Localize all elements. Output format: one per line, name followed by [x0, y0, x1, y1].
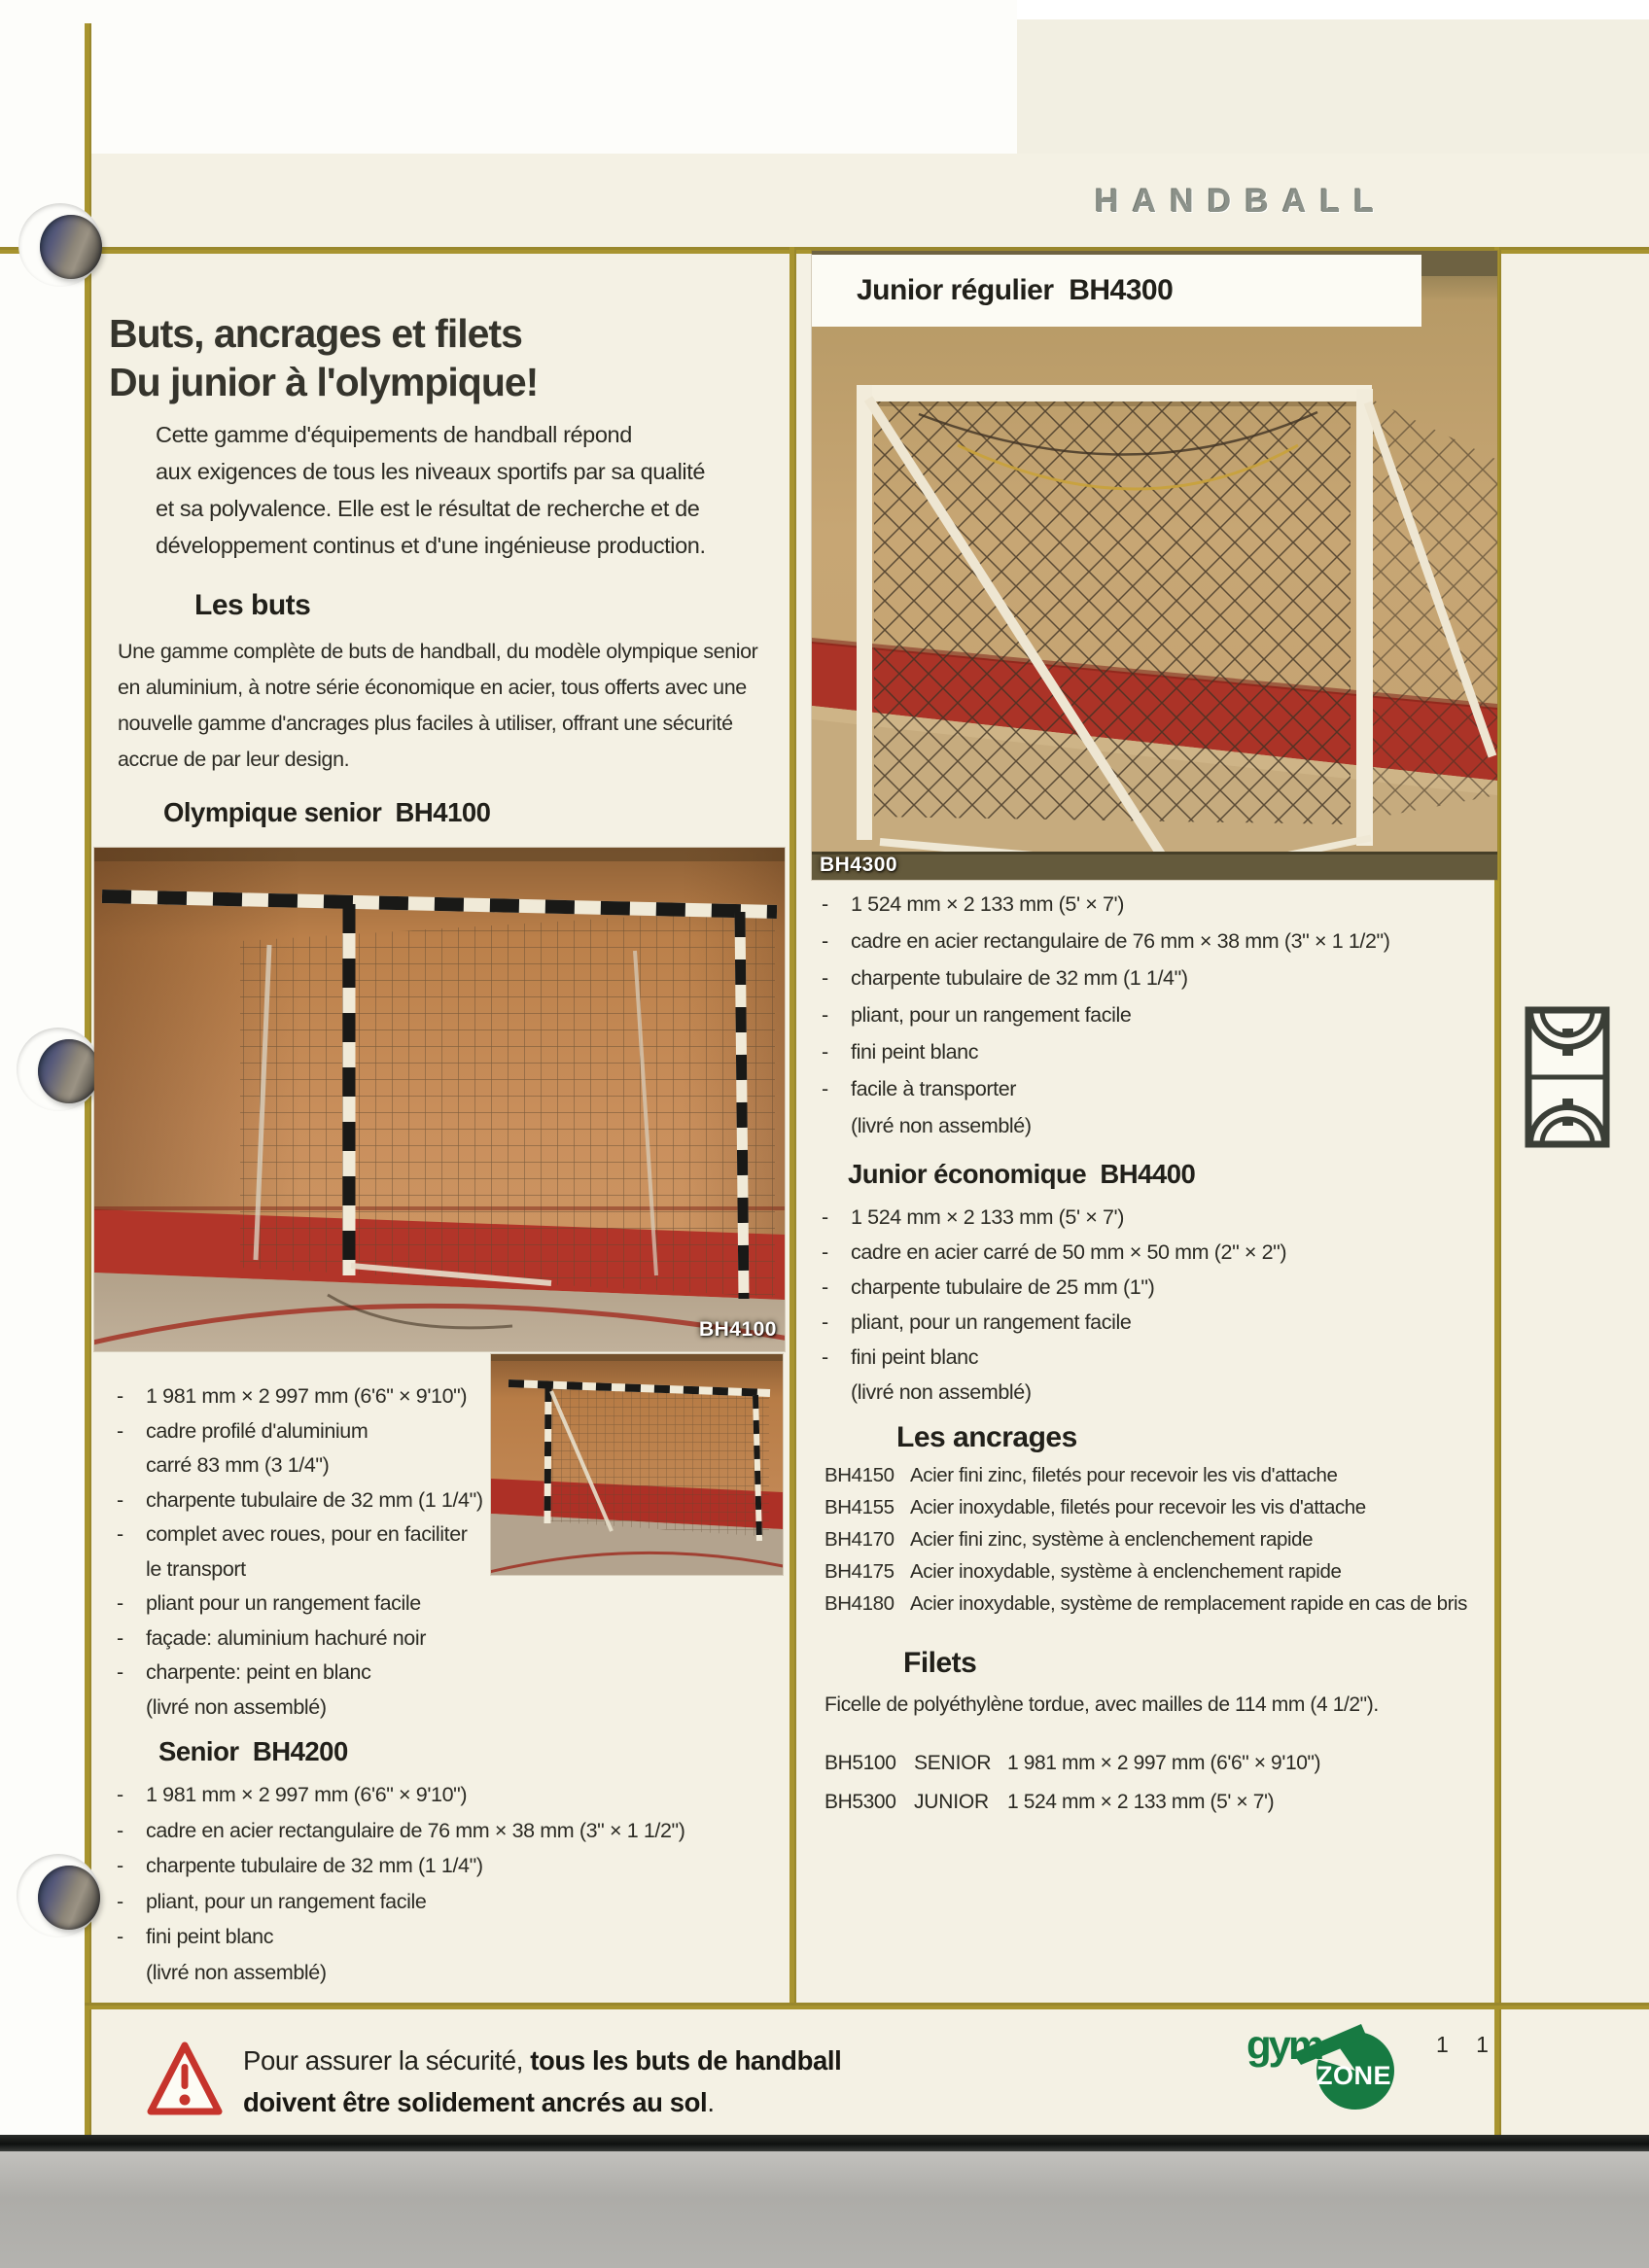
- spec-dash: -: [117, 1384, 123, 1408]
- ancrage-code: BH4175: [824, 1560, 895, 1583]
- spec-dash: -: [117, 1925, 123, 1948]
- spec-dash: [822, 1380, 851, 1415]
- spec-row: [822, 1240, 1286, 1275]
- ancrages-list: [824, 1464, 1467, 1624]
- spec-row: [822, 1077, 1390, 1114]
- spec-text: complet avec roues, pour en faciliter: [146, 1522, 468, 1546]
- spec-row: [117, 1925, 685, 1961]
- gymzone-logo-art: [1246, 2022, 1394, 2111]
- spec-text: pliant pour un rangement facile: [146, 1591, 421, 1615]
- spec-row: [117, 1819, 685, 1855]
- section-title-line2: Du junior à l'olympique!: [109, 360, 539, 405]
- spec-dash: [117, 1695, 146, 1730]
- ancrage-row: [824, 1496, 1467, 1528]
- ancrages-heading: Les ancrages: [896, 1421, 1077, 1453]
- page-edge-shadow: [0, 2135, 1649, 2151]
- safety-warning-line2: [243, 2081, 841, 2123]
- page-background-topright: [1011, 19, 1649, 156]
- spec-text: 1 981 mm × 2 997 mm (6'6" × 9'10"): [146, 1384, 468, 1408]
- handball-court-icon-art: [1523, 1004, 1612, 1150]
- spec-text: charpente tubulaire de 25 mm (1"): [851, 1275, 1155, 1299]
- ancrage-description: Acier inoxydable, système de remplacement rapide en cas de bris: [910, 1592, 1468, 1615]
- spec-row: [822, 1275, 1286, 1310]
- intro-line: développement continus et d'une ingénieuse production.: [156, 533, 706, 558]
- spec-dash: [117, 1961, 146, 1997]
- spec-dash: -: [822, 1077, 828, 1100]
- filets-heading: Filets: [903, 1647, 977, 1679]
- spec-dash: -: [822, 1345, 828, 1369]
- spec-text: cadre en acier carré de 50 mm × 50 mm (2" × 2"): [851, 1240, 1287, 1264]
- ancrage-description: Acier fini zinc, filetés pour recevoir les vis d'attache: [910, 1464, 1338, 1486]
- spec-dash: -: [822, 966, 828, 990]
- ancrage-description: Acier inoxydable, filetés pour recevoir les vis d'attache: [910, 1496, 1366, 1518]
- bh4100-heading: Olympique senior BH4100: [163, 797, 491, 827]
- spec-text: cadre en acier rectangulaire de 76 mm × 38 mm (3" × 1 1/2"): [851, 929, 1390, 953]
- spec-row: [822, 1345, 1286, 1380]
- spec-text: charpente tubulaire de 32 mm (1 1/4"): [851, 966, 1188, 990]
- gold-rule-column-divider: [789, 247, 796, 2009]
- top-margin-band: [0, 0, 1017, 154]
- ancrage-description: Acier inoxydable, système à enclenchement rapide: [910, 1560, 1342, 1583]
- ancrage-code: BH4155: [824, 1496, 895, 1518]
- filets-description: Ficelle de polyéthylène tordue, avec mailles de 114 mm (4 1/2").: [824, 1693, 1379, 1716]
- spec-dash: -: [117, 1889, 123, 1913]
- bh4100-photo-label: BH4100: [698, 1318, 777, 1341]
- spec-text: (livré non assemblé): [146, 1694, 327, 1719]
- spec-text: façade: aluminium hachuré noir: [146, 1625, 426, 1650]
- filet-row: [824, 1791, 1320, 1830]
- spec-dash: -: [117, 1854, 123, 1877]
- logo-gym-text: gym: [1246, 2022, 1322, 2068]
- spec-dash: -: [822, 1040, 828, 1064]
- spec-dash: [117, 1453, 146, 1488]
- spec-text: (livré non assemblé): [146, 1960, 327, 1984]
- les-buts-line: en aluminium, à notre série économique en acier, tous offerts avec une: [118, 676, 747, 699]
- spec-row: [117, 1453, 483, 1488]
- filet-dimensions: 1 981 mm × 2 997 mm (6'6" × 9'10"): [1007, 1752, 1321, 1774]
- spec-row: [117, 1961, 685, 1997]
- spec-text: fini peint blanc: [146, 1925, 274, 1948]
- spec-dash: -: [822, 1240, 828, 1264]
- spec-row: [822, 966, 1390, 1003]
- spec-row: [117, 1557, 483, 1592]
- binder-hole-middle: [17, 1028, 100, 1111]
- warning-bold1: tous les buts de handball: [530, 2045, 842, 2076]
- bh4300-heading-band: [812, 255, 1421, 327]
- binder-hole-bottom: [17, 1854, 100, 1937]
- spec-text: charpente tubulaire de 32 mm (1 1/4"): [146, 1487, 483, 1512]
- spec-row: [117, 1854, 685, 1890]
- spec-text: 1 524 mm × 2 133 mm (5' × 7'): [851, 1205, 1125, 1229]
- gymzone-logo: [1246, 2022, 1394, 2111]
- spec-dash: -: [117, 1487, 123, 1512]
- spec-row: [117, 1522, 483, 1557]
- intro-line: aux exigences de tous les niveaux sportifs par sa qualité: [156, 459, 706, 484]
- spec-text: (livré non assemblé): [851, 1380, 1032, 1404]
- spec-row: [822, 1040, 1390, 1077]
- spec-text: 1 981 mm × 2 997 mm (6'6" × 9'10"): [146, 1783, 468, 1806]
- spec-text: cadre profilé d'aluminium: [146, 1418, 368, 1443]
- ancrage-code: BH4150: [824, 1464, 895, 1486]
- intro-line: Cette gamme d'équipements de handball répond: [156, 422, 632, 447]
- ancrage-row: [824, 1528, 1467, 1560]
- safety-warning: [243, 2040, 841, 2123]
- spec-row: [822, 1003, 1390, 1040]
- spec-dash: [117, 1557, 146, 1592]
- section-title-line1: Buts, ancrages et filets: [109, 311, 522, 356]
- warning-bold2: doivent être solidement ancrés au sol: [243, 2087, 708, 2117]
- page-number: 1 1: [1436, 2032, 1499, 2057]
- bh4300-photo-label: BH4300: [820, 854, 898, 876]
- spec-dash: -: [117, 1591, 123, 1615]
- warning-icon-art: [146, 2038, 224, 2123]
- intro-paragraph: [156, 416, 706, 564]
- spec-row: [822, 1380, 1286, 1415]
- bh4300-spec-list: [822, 892, 1390, 1151]
- ancrage-code: BH4180: [824, 1592, 895, 1615]
- bh4100-photo-art: [94, 848, 785, 1351]
- filet-code: BH5100: [824, 1752, 896, 1774]
- spec-text: pliant, pour un rangement facile: [146, 1889, 427, 1913]
- ancrage-row: [824, 1592, 1467, 1624]
- spec-row: [117, 1890, 685, 1926]
- scanner-background: [0, 2151, 1649, 2268]
- spec-text: charpente tubulaire de 32 mm (1 1/4"): [146, 1854, 483, 1877]
- filet-model: JUNIOR: [914, 1791, 989, 1813]
- filets-list: [824, 1752, 1320, 1830]
- spec-text: facile à transporter: [851, 1077, 1017, 1100]
- binder-hole-shadow: [38, 1039, 100, 1103]
- bh4200-heading: Senior BH4200: [158, 1736, 348, 1766]
- ancrage-row: [824, 1560, 1467, 1592]
- ancrage-row: [824, 1464, 1467, 1496]
- spec-row: [117, 1783, 685, 1819]
- spec-text: charpente: peint en blanc: [146, 1660, 371, 1684]
- warning-suffix: .: [707, 2087, 715, 2117]
- bh4300-heading: Junior régulier BH4300: [857, 274, 1174, 306]
- spec-text: fini peint blanc: [851, 1040, 979, 1064]
- spec-row: [117, 1591, 483, 1626]
- spec-text: carré 83 mm (3 1/4"): [146, 1453, 330, 1477]
- les-buts-line: nouvelle gamme d'ancrages plus faciles à utiliser, offrant une sécurité: [118, 712, 733, 735]
- bh4400-spec-list: [822, 1205, 1286, 1415]
- spec-dash: -: [117, 1818, 123, 1842]
- spec-row: [117, 1419, 483, 1454]
- spec-row: [822, 892, 1390, 929]
- gold-rule-footer: [85, 2003, 1649, 2009]
- spec-text: pliant, pour un rangement facile: [851, 1003, 1132, 1027]
- spec-text: cadre en acier rectangulaire de 76 mm × 38 mm (3" × 1 1/2"): [146, 1818, 685, 1842]
- spec-dash: -: [117, 1783, 123, 1806]
- safety-warning-line1: [243, 2040, 841, 2081]
- spec-row: [117, 1695, 483, 1730]
- bh4400-heading: Junior économique BH4400: [848, 1159, 1196, 1189]
- bh4300-photo-art: [812, 251, 1497, 880]
- bh4100-inset-photo: [491, 1354, 783, 1575]
- intro-line: et sa polyvalence. Elle est le résultat de recherche et de: [156, 496, 700, 521]
- spec-dash: -: [117, 1522, 123, 1546]
- spec-text: 1 524 mm × 2 133 mm (5' × 7'): [851, 892, 1125, 916]
- filet-code: BH5300: [824, 1791, 896, 1813]
- spec-dash: -: [822, 929, 828, 953]
- spec-dash: -: [117, 1660, 123, 1684]
- les-buts-paragraph: [118, 634, 757, 778]
- bh4200-spec-list: [117, 1783, 685, 1996]
- bh4100-photo: [94, 848, 785, 1351]
- filet-row: [824, 1752, 1320, 1791]
- spec-dash: [822, 1114, 851, 1151]
- spec-row: [117, 1626, 483, 1661]
- logo-zone-text: ZONE: [1316, 2061, 1392, 2090]
- spec-text: le transport: [146, 1556, 246, 1581]
- ancrage-description: Acier fini zinc, système à enclenchement rapide: [910, 1528, 1314, 1551]
- spec-row: [117, 1384, 483, 1419]
- binder-hole-shadow: [38, 1866, 100, 1930]
- handball-court-icon: [1523, 1004, 1612, 1150]
- section-title: [109, 309, 751, 406]
- spec-row: [117, 1488, 483, 1523]
- spec-dash: -: [822, 1205, 828, 1229]
- les-buts-line: Une gamme complète de buts de handball, du modèle olympique senior: [118, 640, 758, 663]
- les-buts-heading: Les buts: [194, 589, 311, 621]
- spec-dash: -: [822, 1275, 828, 1299]
- bh4100-spec-list: [117, 1384, 483, 1729]
- spec-text: (livré non assemblé): [851, 1114, 1032, 1137]
- spec-text: fini peint blanc: [851, 1345, 979, 1369]
- bh4300-photo: [812, 251, 1497, 880]
- spec-text: pliant, pour un rangement facile: [851, 1310, 1132, 1334]
- filet-dimensions: 1 524 mm × 2 133 mm (5' × 7'): [1007, 1791, 1275, 1813]
- spec-dash: -: [822, 892, 828, 916]
- spec-row: [822, 1310, 1286, 1345]
- page-title: HANDBALL: [1095, 183, 1387, 220]
- spec-row: [822, 929, 1390, 966]
- spec-row: [117, 1660, 483, 1695]
- ancrage-code: BH4170: [824, 1528, 895, 1551]
- spec-dash: -: [117, 1625, 123, 1650]
- spec-dash: -: [117, 1418, 123, 1443]
- spec-row: [822, 1114, 1390, 1151]
- warning-prefix: Pour assurer la sécurité,: [243, 2045, 531, 2076]
- filet-model: SENIOR: [914, 1752, 992, 1774]
- les-buts-line: accrue de par leur design.: [118, 748, 350, 771]
- bh4100-inset-photo-art: [491, 1354, 783, 1575]
- binder-hole-top: [18, 203, 102, 287]
- binder-hole-shadow: [40, 215, 102, 279]
- spec-row: [822, 1205, 1286, 1240]
- spec-dash: -: [822, 1003, 828, 1027]
- spec-dash: -: [822, 1310, 828, 1334]
- warning-icon: [146, 2038, 224, 2123]
